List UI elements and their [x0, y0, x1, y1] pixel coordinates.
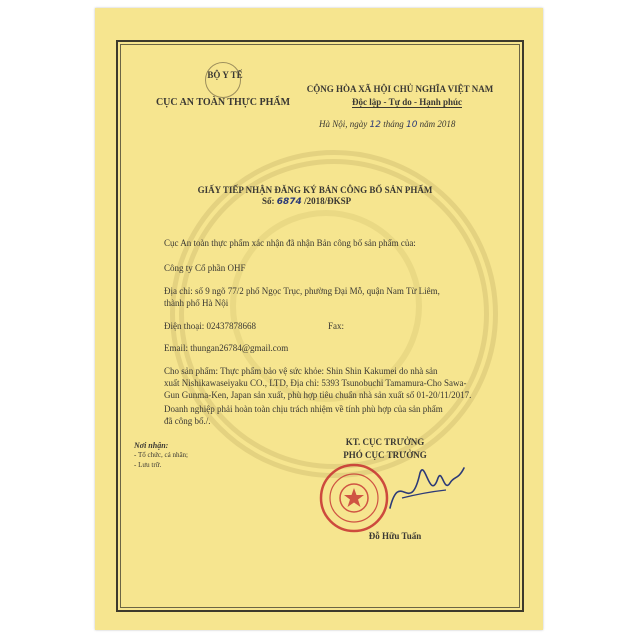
national-motto: Độc lập - Tự do - Hạnh phúc: [352, 97, 463, 107]
handwritten-signature: [380, 448, 470, 528]
recipient-item: - Tổ chức, cá nhân;: [134, 451, 189, 459]
republic-name: CỘNG HÒA XÃ HỘI CHỦ NGHĨA VIỆT NAM: [306, 84, 494, 94]
address-line-1: Địa chỉ: số 9 ngõ 77/2 phố Ngọc Trục, phường Đại Mỗ, quận Nam Từ Liêm,: [164, 286, 440, 296]
signature-title-1: KT. CỤC TRƯỞNG: [345, 437, 425, 447]
signature-title-2: PHÓ CỤC TRƯỞNG: [343, 450, 427, 460]
ministry-name: BỘ Y TẾ: [207, 70, 243, 80]
intro-text: Cục An toàn thực phẩm xác nhận đã nhận Bản công bố sản phẩm của:: [164, 238, 416, 248]
agency-name: CỤC AN TOÀN THỰC PHẨM: [155, 97, 291, 108]
responsibility-line-2: đã công bố./.: [164, 416, 211, 426]
issue-day: 12: [369, 120, 381, 130]
address-line-2: thành phố Hà Nội: [164, 298, 229, 308]
document-title: GIẤY TIẾP NHẬN ĐĂNG KÝ BẢN CÔNG BỐ SẢN PHẨM: [197, 185, 433, 195]
issue-month: 10: [405, 120, 418, 130]
phone: Điện thoại: 02437878668: [164, 321, 256, 331]
signer-name: Đỗ Hữu Tuấn: [368, 531, 422, 541]
product-line-1: Cho sản phẩm: Thực phẩm bảo vệ sức khỏe: Shin Shin Kakumei do nhà sản: [164, 366, 438, 376]
document-number: Số: 6874 /2018/ĐKSP: [262, 196, 352, 207]
issue-date: Hà Nội, ngày 12 tháng 10 năm 2018: [319, 119, 456, 130]
handwritten-number: 6874: [276, 197, 302, 207]
responsibility-line-1: Doanh nghiệp phải hoàn toàn chịu trách nhiệm về tính phù hợp của sản phẩm: [164, 404, 443, 414]
product-line-3: Gun Gunma-Ken, Japan sản xuất, phù hợp tiêu chuẩn nhà sản xuất số 01-20/11/2017.: [164, 390, 472, 400]
fax: Fax:: [328, 321, 345, 331]
product-line-2: xuất Nishikawaseiyaku CO., LTD, Địa chỉ: 5393 Tsunobuchi Tamamura-Cho Sawa-: [164, 378, 467, 388]
recipients-title: Nơi nhận:: [134, 441, 169, 450]
company-name: Công ty Cổ phần OHF: [164, 263, 246, 273]
email: Email: thungan26784@gmail.com: [164, 343, 289, 353]
recipient-item: - Lưu trữ.: [134, 461, 162, 469]
